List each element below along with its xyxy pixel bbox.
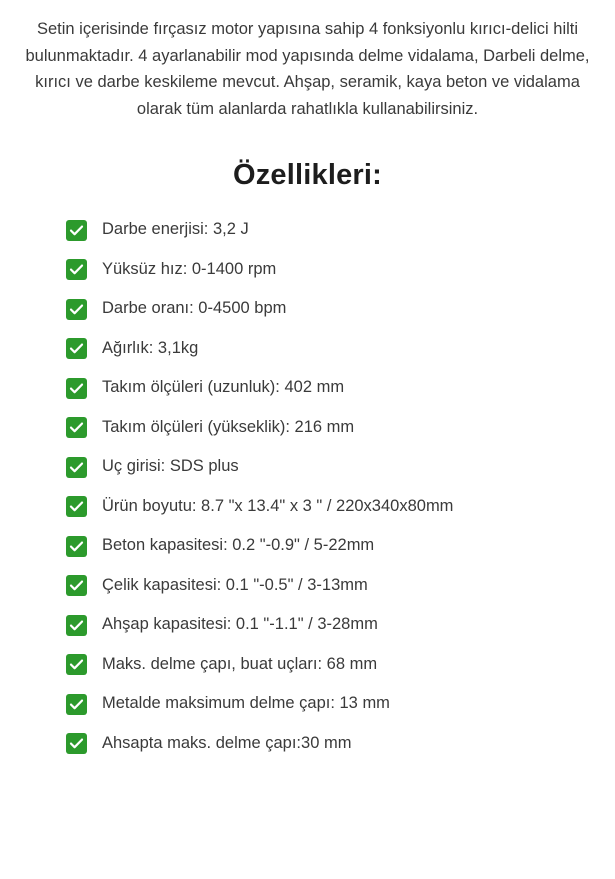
check-icon bbox=[66, 220, 87, 241]
feature-label: Yüksüz hız: 0-1400 rpm bbox=[102, 259, 277, 278]
feature-label: Çelik kapasitesi: 0.1 "-0.5" / 3-13mm bbox=[102, 575, 368, 594]
list-item bbox=[66, 417, 597, 438]
list-item bbox=[66, 733, 597, 754]
list-item bbox=[66, 299, 597, 320]
list-item bbox=[66, 220, 597, 241]
check-icon bbox=[66, 457, 87, 478]
feature-label: Ürün boyutu: 8.7 "x 13.4" x 3 " / 220x340x80mm bbox=[102, 496, 454, 515]
check-icon bbox=[66, 575, 87, 596]
feature-label: Takım ölçüleri (uzunluk): 402 mm bbox=[102, 378, 345, 397]
list-item bbox=[66, 575, 597, 596]
check-icon bbox=[66, 338, 87, 359]
check-icon bbox=[66, 496, 87, 517]
feature-label: Takım ölçüleri (yükseklik): 216 mm bbox=[102, 417, 355, 436]
check-icon bbox=[66, 615, 87, 636]
list-item bbox=[66, 654, 597, 675]
list-item bbox=[66, 694, 597, 715]
features-list bbox=[18, 220, 597, 755]
list-item bbox=[66, 536, 597, 557]
feature-label: Ahşap kapasitesi: 0.1 "-1.1" / 3-28mm bbox=[102, 615, 378, 634]
feature-label: Metalde maksimum delme çapı: 13 mm bbox=[102, 694, 390, 713]
list-item bbox=[66, 338, 597, 359]
check-icon bbox=[66, 733, 87, 754]
page-title: Özellikleri: bbox=[232, 158, 383, 191]
list-item bbox=[66, 457, 597, 478]
list-item bbox=[66, 615, 597, 636]
check-icon bbox=[66, 259, 87, 280]
intro-paragraph: Setin içerisinde fırçasız motor yapısına sahip 4 fonksiyonlu kırıcı-delici hilti bulunmaktadır. 4 ayarlanabilir mod yapısında delme vidalama, Darbeli delme, kırıcı ve darbe keskileme mevcut. Ahşap, seramik, kaya beton ve vidalama olarak tüm alanlarda rahatlıkla kullanabilirsiniz. bbox=[25, 20, 590, 119]
list-item bbox=[66, 378, 597, 399]
feature-label: Darbe enerjisi: 3,2 J bbox=[102, 220, 249, 239]
check-icon bbox=[66, 417, 87, 438]
feature-label: Ağırlık: 3,1kg bbox=[102, 338, 199, 357]
check-icon bbox=[66, 694, 87, 715]
check-icon bbox=[66, 654, 87, 675]
list-item bbox=[66, 259, 597, 280]
list-item bbox=[66, 496, 597, 517]
check-icon bbox=[66, 378, 87, 399]
feature-label: Darbe oranı: 0-4500 bpm bbox=[102, 299, 287, 318]
feature-label: Uç girisi: SDS plus bbox=[102, 457, 239, 476]
feature-label: Ahsapta maks. delme çapı:30 mm bbox=[102, 733, 352, 752]
feature-label: Maks. delme çapı, buat uçları: 68 mm bbox=[102, 654, 378, 673]
check-icon bbox=[66, 536, 87, 557]
feature-label: Beton kapasitesi: 0.2 "-0.9" / 5-22mm bbox=[102, 536, 375, 555]
check-icon bbox=[66, 299, 87, 320]
